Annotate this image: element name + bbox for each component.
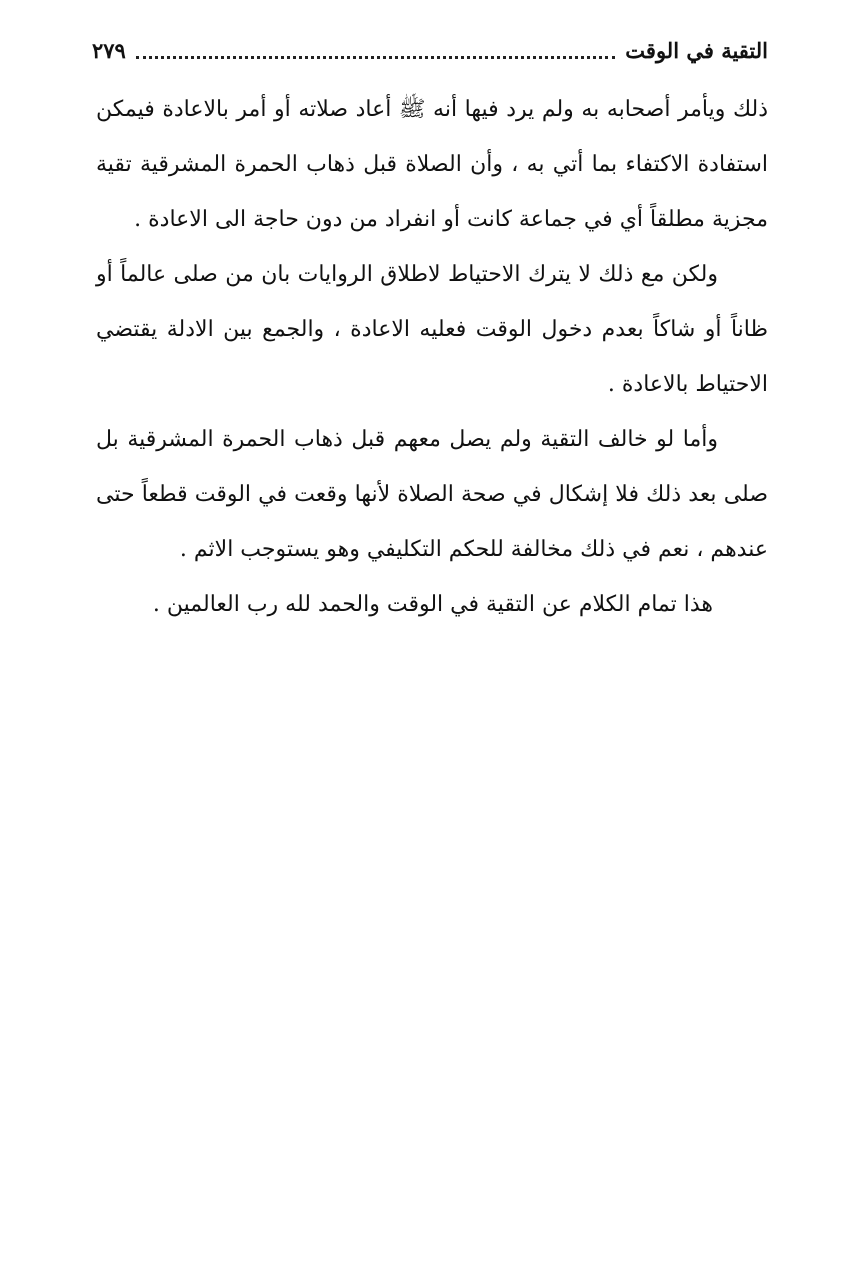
chapter-title: التقية في الوقت	[625, 37, 768, 63]
running-header	[92, 30, 768, 70]
closing-line: هذا تمام الكلام عن التقية في الوقت والحمد لله رب العالمين .	[152, 592, 713, 617]
dot-leader	[136, 54, 615, 59]
paragraph-3: وأما لو خالف التقية ولم يصل معهم قبل ذهاب الحمرة المشرقية بل صلى بعد ذلك فلا إشكال في صحة الصلاة لأنها وقعت في الوقت قطعاً حتى عندهم ، نعم في ذلك مخالفة للحكم التكليفي وهو يستوجب الاثم .	[96, 427, 768, 562]
body-text	[96, 82, 768, 632]
paragraph-2: ولكن مع ذلك لا يترك الاحتياط لاطلاق الروايات بان من صلى عالماً أو ظاناً أو شاكاً بعدم دخول الوقت فعليه الاعادة ، والجمع بين الادلة يقتضي الاحتياط بالاعادة .	[96, 262, 768, 397]
page-number: ٢٧٩	[92, 37, 126, 63]
paragraph-1: ذلك ويأمر أصحابه به ولم يرد فيها أنه ﷺ أعاد صلاته أو أمر بالاعادة فيمكن استفادة الاكتفاء بما أتي به ، وأن الصلاة قبل ذهاب الحمرة المشرقية تقية مجزية مطلقاً أي في جماعة كانت أو انفراد من دون حاجة الى الاعادة .	[96, 97, 768, 232]
